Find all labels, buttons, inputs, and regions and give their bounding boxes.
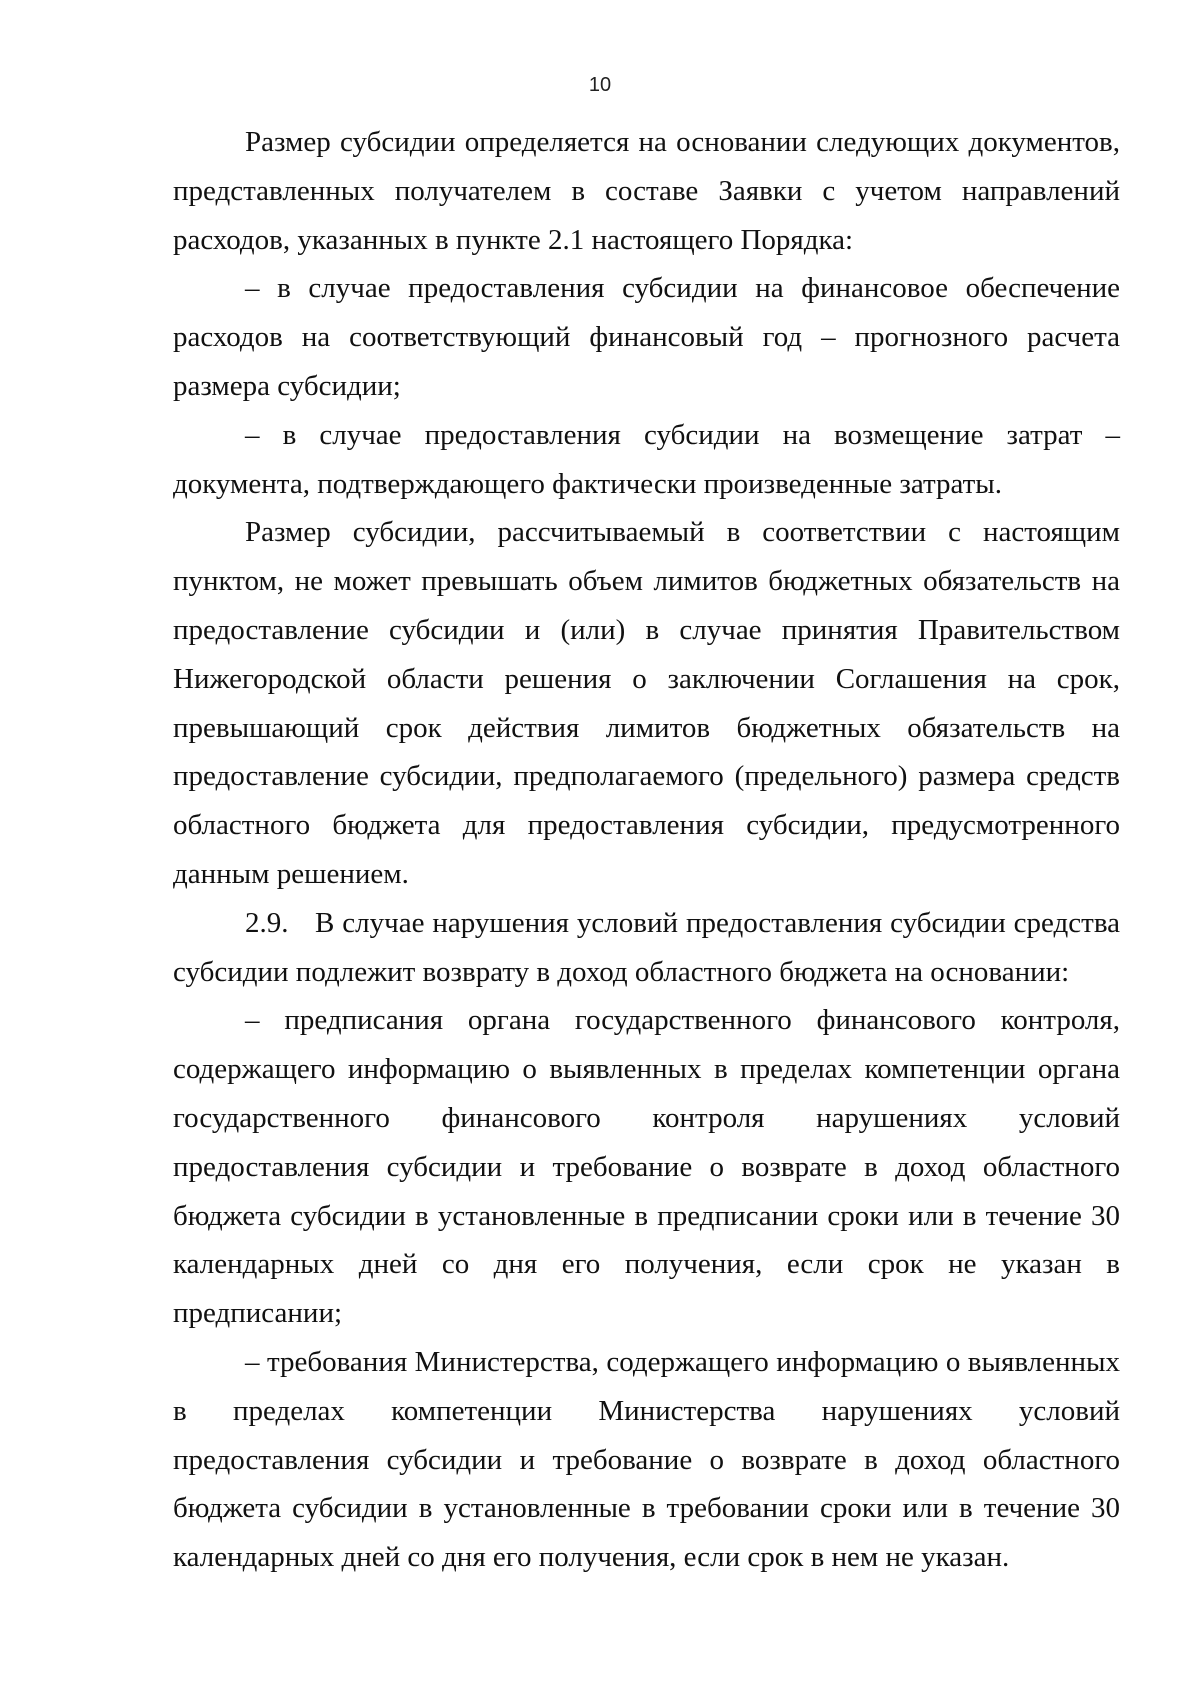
page-number: 10 (588, 74, 612, 96)
clause-number: 2.9. (245, 906, 289, 939)
clause-2-9 (173, 899, 1120, 997)
document-body (173, 118, 1120, 1582)
list-item-cost-reimbursement: – в случае предоставления субсидии на возмещение затрат – документа, подтверждающего фактически произведенные затраты. (173, 418, 1120, 500)
clause-text: В случае нарушения условий предоставления субсидии средства субсидии подлежит возврату в доход областного бюджета на основании: (173, 906, 1120, 988)
list-item-ministry-demand: – требования Министерства, содержащего информацию о выявленных в пределах компетенции Министерства нарушениях условий предоставления субсидии и требование о возврате в доход областного бюджета субсидии в установленные в требовании сроки или в течение 30 календарных дней со дня его получения, если срок в нем не указан. (173, 1345, 1120, 1574)
list-item-financial-support: – в случае предоставления субсидии на финансовое обеспечение расходов на соответствующий финансовый год – прогнозного расчета размера субсидии; (173, 272, 1120, 402)
paragraph-subsidy-size-basis: Размер субсидии определяется на основании следующих документов, представленных получателем в составе Заявки с учетом направлений расходов, указанных в пункте 2.1 настоящего Порядка: (173, 126, 1120, 256)
paragraph-subsidy-limit: Размер субсидии, рассчитываемый в соответствии с настоящим пунктом, не может превышать объем лимитов бюджетных обязательств на предоставление субсидии и (или) в случае принятия Правительством Нижегородской области решения о заключении Соглашения на срок, превышающий срок действия лимитов бюджетных обязательств на предоставление субсидии, предполагаемого (предельного) размера средств областного бюджета для предоставления субсидии, предусмотренного данным решением. (173, 516, 1120, 890)
list-item-control-order: – предписания органа государственного финансового контроля, содержащего информацию о выявленных в пределах компетенции органа государственного финансового контроля нарушениях условий предоставления субсидии и требование о возврате в доход областного бюджета субсидии в установленные в предписании сроки или в течение 30 календарных дней со дня его получения, если срок не указан в предписании; (173, 1004, 1120, 1330)
